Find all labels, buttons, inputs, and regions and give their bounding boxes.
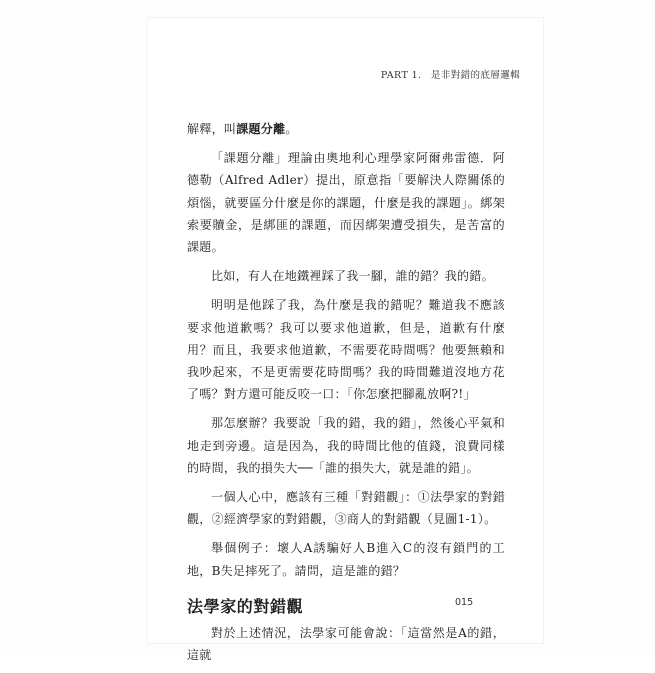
- running-header: [381, 67, 520, 81]
- paragraph-1: [187, 118, 505, 140]
- term-topic-separation: 課題分離: [236, 122, 286, 136]
- paragraph-1-lead: 解釋，叫: [187, 122, 237, 136]
- page-number: 015: [455, 597, 474, 608]
- section-heading: 法學家的對錯觀: [187, 596, 304, 616]
- paragraph-7: 舉個例子：壞人A誘騙好人B進入C的沒有鎖門的工地，B失足摔死了。請問，這是誰的錯？: [187, 541, 505, 578]
- paragraph-3: 比如，有人在地鐵裡踩了我一腳，誰的錯？我的錯。: [211, 269, 494, 284]
- paragraph-8: 對於上述情況，法學家可能會說：「這當然是A的錯，這就: [187, 626, 505, 663]
- paragraph-1-end: 。: [285, 122, 298, 136]
- paragraph-2: 「課題分離」理論由奧地利心理學家阿爾弗雷德．阿德勒（Alfred Adler）提出，原意指「要解決人際關係的煩惱，就要區分什麼是你的課題，什麼是我的課題」。綁架索要贖金，是綁匪的課題，而因綁架遭受損失，是苦富的課題。: [187, 151, 505, 255]
- paragraph-6: 一個人心中，應該有三種「對錯觀」：①法學家的對錯觀，②經濟學家的對錯觀，③商人的對錯觀（見圖1-1）。: [187, 490, 505, 527]
- running-header-title: 是非對錯的底層邏輯: [430, 70, 520, 81]
- body-text: [187, 118, 505, 673]
- running-header-part: PART 1.: [380, 70, 422, 81]
- paragraph-5: 那怎麼辦？我要說「我的錯，我的錯」，然後心平氣和地走到旁邊。這是因為，我的時間比他的值錢，浪費同樣的時間，我的損失大──「誰的損失大，就是誰的錯」。: [187, 416, 505, 475]
- paragraph-4: 明明是他踩了我，為什麼是我的錯呢？難道我不應該要求他道歉嗎？我可以要求他道歉，但是，道歉有什麼用？而且，我要求他道歉，不需要花時間嗎？他要無賴和我吵起來，不是更需要花時間嗎？我的時間難道沒地方花了嗎？對方還可能反咬一口：「你怎麼把腳亂放啊?!」: [187, 298, 505, 402]
